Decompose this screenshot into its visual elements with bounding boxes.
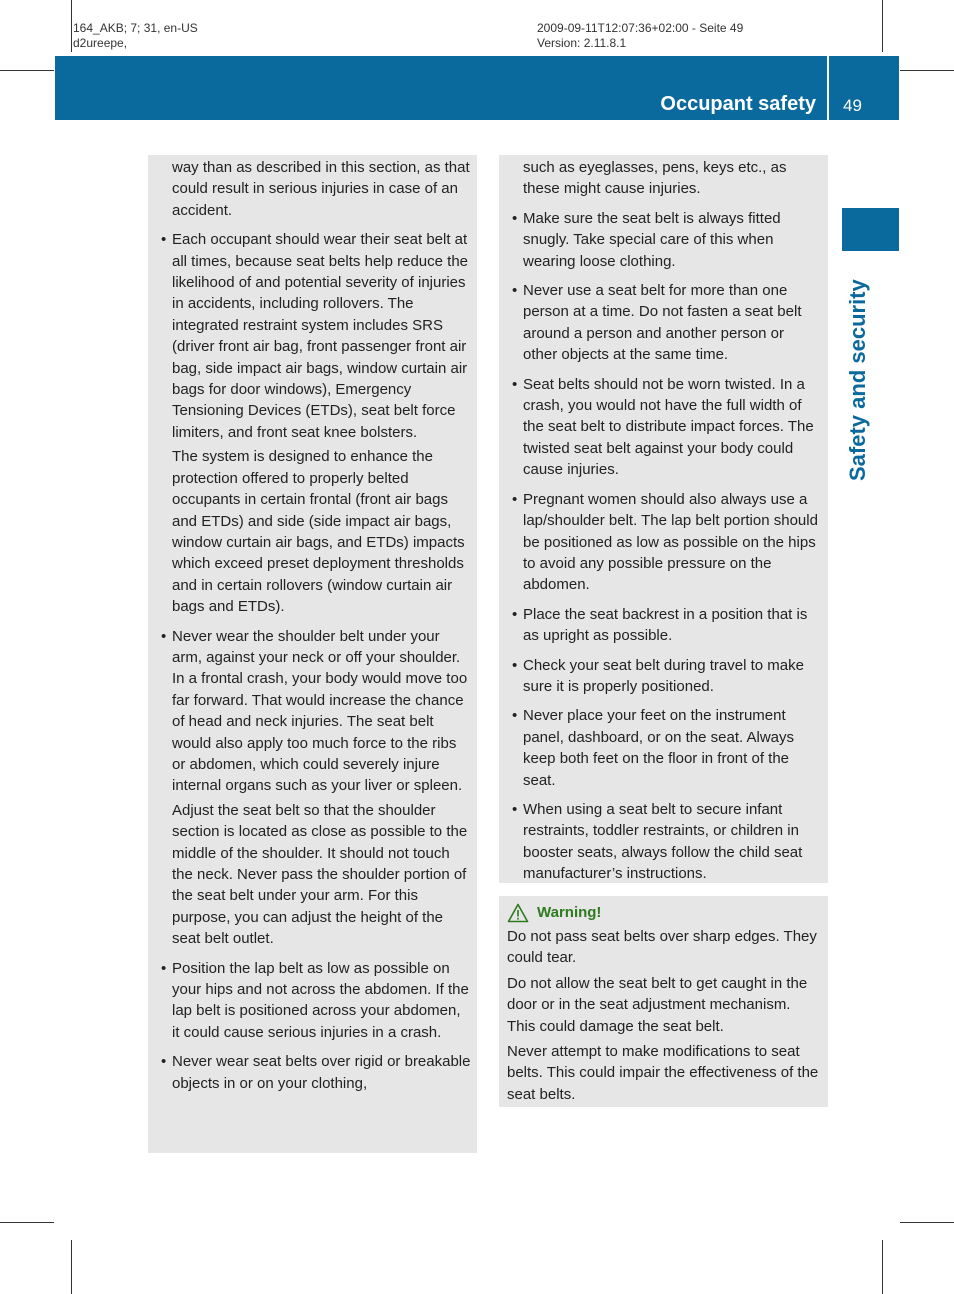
bullet-marker: •: [161, 959, 167, 977]
bullet-text: Pregnant women should also always use a lap/shoulder belt. The lap belt portion should be positioned as low as possible on the hips to avoid any possible pressure on the abdomen.: [523, 490, 818, 594]
print-meta-right: [537, 21, 743, 51]
list-item: [161, 626, 471, 950]
bullet-text: Position the lap belt as low as possible on your hips and not across the abdomen. If the lap belt is positioned across your abdomen, it could cause serious injuries in a crash.: [172, 959, 469, 1041]
list-item: [512, 280, 822, 366]
continuation-text: way than as described in this section, as that could result in serious injuries in case of an accident.: [172, 159, 470, 219]
list-item: [512, 799, 822, 885]
list-item: [512, 489, 822, 596]
meta-doc-code: d2ureepe,: [73, 36, 128, 50]
bullet-text: Place the seat backrest in a position that is as upright as possible.: [523, 605, 808, 645]
list-item: [512, 604, 822, 647]
bullet-marker: •: [512, 375, 518, 393]
warning-header: [499, 896, 828, 924]
bullet-marker: •: [512, 707, 518, 725]
page-number: 49: [843, 96, 862, 115]
bullet-marker: •: [512, 656, 518, 674]
warning-triangle-icon: [507, 903, 529, 923]
section-title: Occupant safety: [660, 93, 816, 115]
warning-paragraph: Do not pass seat belts over sharp edges. They could tear.: [507, 928, 817, 967]
crop-mark: [882, 1240, 883, 1294]
continuation-text: such as eyeglasses, pens, keys etc., as these might cause injuries.: [523, 159, 787, 198]
crop-mark: [900, 70, 954, 71]
meta-version: Version: 2.11.8.1: [537, 36, 627, 50]
list-item: [161, 958, 471, 1044]
left-text-panel: [148, 155, 477, 1153]
bullet-list: [512, 208, 822, 885]
list-item: [512, 208, 822, 272]
bullet-text: Seat belts should not be worn twisted. In a crash, you would not have the full width of the seat belt to distribute impact forces. The twisted seat belt against your body could cause injuries.: [523, 375, 814, 479]
crop-mark: [0, 1222, 54, 1223]
bullet-extra-text: Adjust the seat belt so that the shoulder section is located as close as possible to the middle of the shoulder. It should not touch the neck. Never pass the shoulder portion of the seat belt under your arm. For this purpose, you can adjust the height of the seat belt outlet.: [172, 801, 468, 948]
header-banner: [55, 56, 899, 120]
bullet-marker: •: [512, 800, 518, 818]
warning-paragraph: Do not allow the seat belt to get caught in the door or in the seat adjustment mechanism. This could damage the seat belt.: [507, 974, 808, 1035]
bullet-marker: •: [161, 231, 167, 249]
bullet-marker: •: [512, 282, 518, 300]
meta-timestamp: 2009-09-11T12:07:36+02:00 - Seite 49: [537, 21, 744, 35]
list-item: [512, 655, 822, 698]
bullet-text: Never place your feet on the instrument panel, dashboard, or on the seat. Always keep both feet on the floor in front of the seat.: [523, 707, 795, 789]
bullet-extra-text: The system is designed to enhance the protection offered to properly belted occupants in certain frontal (front air bags and ETDs) and side (side impact air bags, window curtain air bags, and ETDs) impacts which exceed preset deployment thresholds and in certain rollovers (window curtain air bags and ETDs).: [172, 448, 465, 616]
bullet-list: [161, 229, 471, 1094]
bullet-marker: •: [161, 1053, 167, 1071]
crop-mark: [0, 70, 54, 71]
warning-paragraph: Never attempt to make modifications to seat belts. This could impair the effectiveness of the seat belts.: [507, 1043, 819, 1103]
list-item: [161, 1051, 471, 1094]
bullet-marker: •: [161, 627, 167, 645]
meta-file-id: 164_AKB; 7; 31, en-US: [73, 21, 198, 35]
bullet-text: Make sure the seat belt is always fitted snugly. Take special care of this when wearing loose clothing.: [523, 209, 781, 270]
print-meta-left: [73, 21, 198, 51]
header-divider: [827, 56, 829, 120]
chapter-label: Safety and security: [845, 279, 870, 481]
crop-mark: [71, 1240, 72, 1294]
bullet-marker: •: [512, 605, 518, 623]
right-text-panel: [499, 155, 828, 883]
bullet-marker: •: [512, 209, 518, 227]
bullet-text: When using a seat belt to secure infant restraints, toddler restraints, or children in booster seats, always follow the child seat manufacturer’s instructions.: [523, 800, 803, 883]
crop-mark: [71, 0, 72, 52]
bullet-text: Never wear the shoulder belt under your arm, against your neck or off your shoulder. In a frontal crash, your body would move too far forward. That would increase the chance of head and neck injuries. The seat belt would also apply too much force to the ribs or abdomen, which could severely injure internal organs such as your liver or spleen.: [172, 627, 468, 795]
bullet-text: Each occupant should wear their seat belt at all times, because seat belts help reduce the likelihood of and potential severity of injuries in accidents, including rollovers. The integrated restraint system includes SRS (driver front air bag, front passenger front air bag, side impact air bags, window curtain air bags for door windows), Emergency Tensioning Devices (ETDs), seat belt force limiters, and front seat knee bolsters.: [172, 231, 469, 441]
bullet-text: Never wear seat belts over rigid or breakable objects in or on your clothing,: [172, 1053, 471, 1092]
chapter-tab: [842, 208, 899, 251]
list-item: [512, 705, 822, 791]
bullet-text: Never use a seat belt for more than one person at a time. Do not fasten a seat belt around a person and another person or other objects at the same time.: [523, 282, 802, 364]
list-item: [512, 374, 822, 481]
bullet-text: Check your seat belt during travel to make sure it is properly positioned.: [523, 656, 804, 695]
crop-mark: [900, 1222, 954, 1223]
bullet-marker: •: [512, 490, 518, 508]
crop-mark: [882, 0, 883, 52]
list-item: [161, 229, 471, 617]
warning-title: Warning!: [537, 904, 602, 922]
warning-box: [499, 896, 828, 1107]
